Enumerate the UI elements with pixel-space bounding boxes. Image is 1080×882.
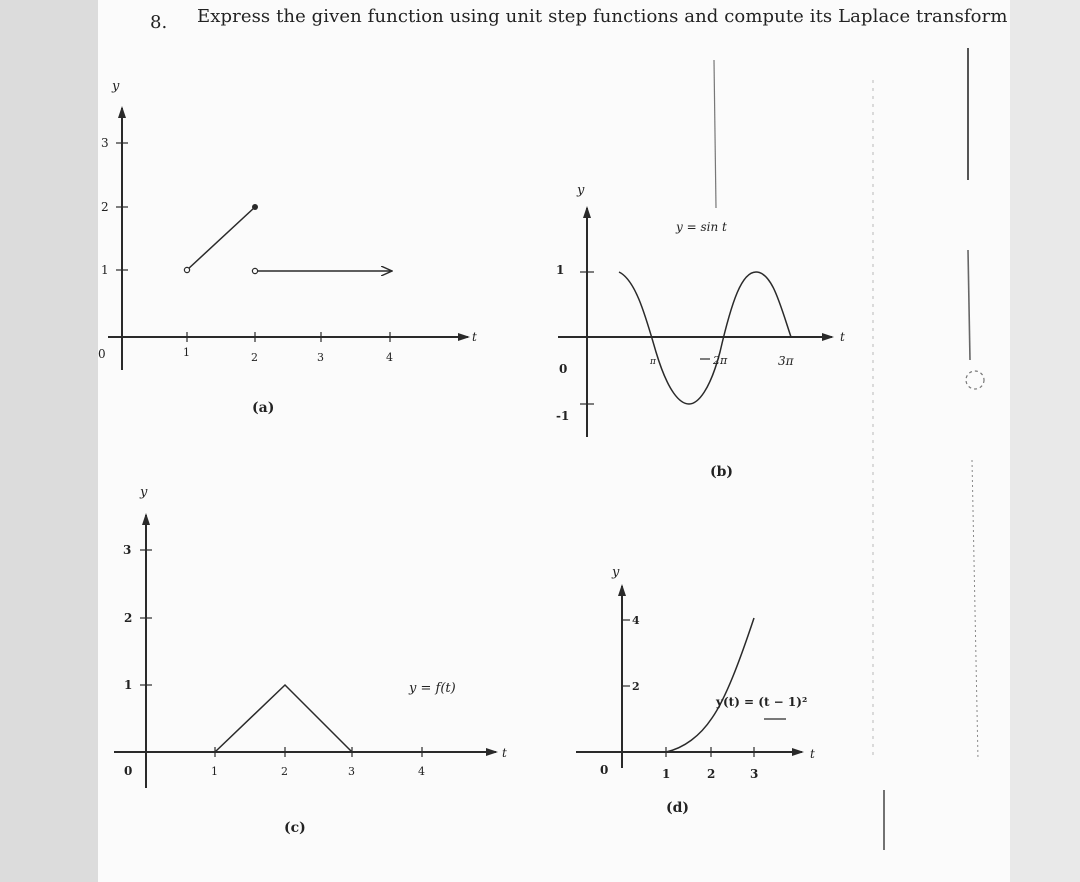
figure-b-ytick-label: -1: [556, 409, 570, 423]
figure-d-ytick-label: 2: [632, 680, 640, 693]
figure-c-triangle-curve: [215, 685, 352, 752]
figure-a-open-point: [252, 268, 257, 273]
question-number: 8.: [150, 12, 168, 33]
figure-c-xtick-label: 2: [281, 765, 288, 778]
question-text: Express the given function using unit step functions and compute its Laplace transform: [197, 6, 1008, 27]
figure-b: [556, 60, 845, 480]
figure-d-y-label: y: [612, 565, 620, 580]
figure-d-caption: (d): [666, 800, 690, 816]
figure-c-xtick-label: 4: [418, 765, 425, 778]
figure-c-t-label: t: [502, 746, 507, 760]
figure-b-ytick-label: 0: [559, 362, 568, 376]
figure-c-curve-label: y = f(t): [409, 681, 456, 696]
figure-d-xtick-label: 1: [662, 767, 671, 781]
figure-d-ytick-label: 4: [632, 614, 640, 627]
figure-d-xtick-label: 3: [750, 767, 759, 781]
scan-edge-line: [972, 460, 978, 760]
figure-b-xtick-label: π: [650, 357, 656, 367]
scan-edge-line: [968, 250, 970, 360]
figure-b-y-label: y: [577, 183, 585, 198]
figure-c-ytick-label: 3: [123, 543, 132, 557]
figure-c-ytick-label: 2: [124, 611, 133, 625]
figure-a-ytick-label: 3: [101, 136, 109, 150]
figure-c-xtick-label: 0: [124, 764, 133, 778]
figure-d-t-label: t: [810, 747, 815, 761]
figure-a-y-label: y: [112, 79, 120, 94]
figure-a-ytick-label: 2: [101, 200, 109, 214]
scan-hole-mark: [966, 371, 984, 389]
figure-c: [114, 485, 507, 836]
figure-a-xtick-label: 0: [98, 347, 106, 361]
figure-a-xtick-label: 3: [317, 351, 324, 364]
figure-b-ytick-label: 1: [556, 263, 565, 277]
figure-d-xtick-label: 0: [600, 763, 609, 777]
figure-a: [98, 79, 477, 416]
figure-d: [576, 565, 815, 816]
figure-d-xtick-label: 2: [707, 767, 716, 781]
figure-c-caption: (c): [284, 820, 306, 836]
figure-b-t-label: t: [840, 330, 845, 344]
scan-margin-marks: [873, 48, 984, 850]
figure-b-curve-label: y = sin t: [676, 220, 727, 234]
figure-a-xtick-label: 4: [386, 351, 393, 364]
figure-a-ramp-segment: [187, 207, 255, 270]
figure-c-ytick-label: 1: [124, 678, 133, 692]
figure-a-closed-point: [252, 204, 258, 210]
figure-a-open-point: [184, 267, 189, 272]
figure-a-xtick-label: 2: [251, 351, 258, 364]
figure-d-parabola-curve: [666, 618, 754, 752]
figure-c-y-label: y: [140, 485, 148, 500]
figure-d-curve-label: y(t) = (t − 1)²: [716, 695, 808, 709]
figure-b-xtick-label: 2π: [713, 354, 728, 367]
figure-c-xtick-label: 3: [348, 765, 355, 778]
figure-a-caption: (a): [252, 400, 275, 416]
figure-a-t-label: t: [472, 330, 477, 344]
figure-b-pointer-line: [714, 60, 716, 208]
figure-c-xtick-label: 1: [211, 765, 218, 778]
figure-b-caption: (b): [710, 464, 734, 480]
figure-b-xtick-label: 3π: [778, 354, 794, 368]
figure-a-xtick-label: 1: [183, 346, 190, 359]
figure-a-ytick-label: 1: [101, 263, 109, 277]
